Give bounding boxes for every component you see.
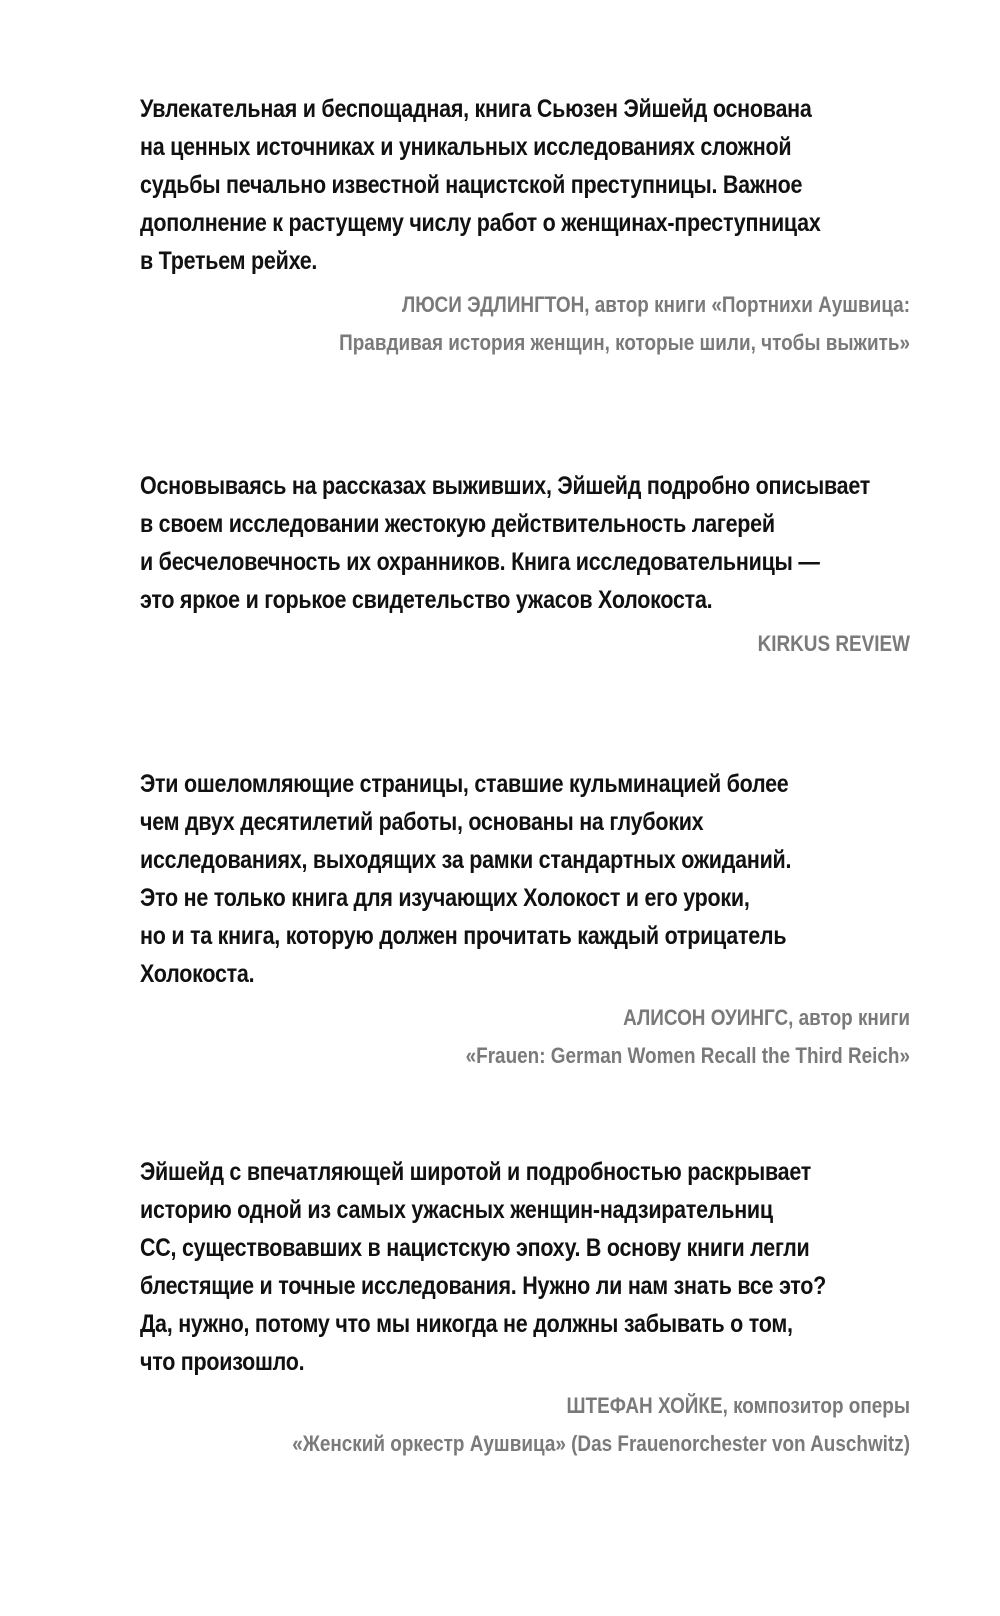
review-attribution (248, 999, 910, 1075)
attribution-text: , композитор оперы (722, 1393, 910, 1418)
attribution-source: «Женский оркестр Аушвица» (Das Frauenorchester von Auschwitz) (292, 1431, 910, 1456)
quote-line: Эйшейд с впечатляющей широтой и подробностью раскрывает (140, 1158, 812, 1186)
quote-line: Увлекательная и беспощадная, книга Сьюзен Эйшейд основана (140, 95, 812, 123)
quote-line: чем двух десятилетий работы, основаны на глубоких (140, 808, 704, 836)
quote-line: блестящие и точные исследования. Нужно ли нам знать все это? (140, 1272, 827, 1300)
attribution-line (248, 1387, 910, 1425)
quote-line: это яркое и горькое свидетельство ужасов Холокоста. (140, 586, 713, 614)
review-quote (140, 90, 910, 280)
attribution-author: ЛЮСИ ЭДЛИНГТОН (402, 292, 585, 317)
quote-line: Холокоста. (140, 960, 255, 988)
attribution-author: ШТЕФАН ХОЙКЕ (566, 1393, 723, 1418)
attribution-source: «Frauen: German Women Recall the Third Reich» (465, 1043, 910, 1068)
quote-line: историю одной из самых ужасных женщин-надзирательниц (140, 1196, 773, 1224)
review-blurb-4 (140, 1153, 910, 1463)
review-blurb-1 (140, 90, 910, 362)
attribution-line (248, 286, 910, 324)
attribution-source: Правдивая история женщин, которые шили, чтобы выжить» (339, 330, 911, 355)
quote-line: Основываясь на рассказах выживших, Эйшейд подробно описывает (140, 472, 871, 500)
attribution-text: , автор книги (788, 1005, 910, 1030)
quote-line: Да, нужно, потому что мы никогда не должны забывать о том, (140, 1310, 793, 1338)
attribution-author: KIRKUS REVIEW (757, 631, 910, 656)
quote-line: исследованиях, выходящих за рамки стандартных ожиданий. (140, 846, 792, 874)
quote-line: что произошло. (140, 1348, 305, 1376)
review-attribution (248, 286, 910, 362)
quote-line: Эти ошеломляющие страницы, ставшие кульминацией более (140, 770, 789, 798)
quote-line: Это не только книга для изучающих Холокост и его уроки, (140, 884, 750, 912)
quote-line: в Третьем рейхе. (140, 247, 318, 275)
quote-line: но и та книга, которую должен прочитать каждый отрицатель (140, 922, 787, 950)
quote-line: в своем исследовании жестокую действительность лагерей (140, 510, 775, 538)
attribution-line (248, 625, 910, 663)
quote-line: на ценных источниках и уникальных исследованиях сложной (140, 133, 792, 161)
quote-line: судьбы печально известной нацистской преступницы. Важное (140, 171, 803, 199)
attribution-line (248, 999, 910, 1037)
quote-line: и бесчеловечность их охранников. Книга исследовательницы — (140, 548, 820, 576)
attribution-text: , автор книги «Портнихи Аушвица: (584, 292, 910, 317)
quote-line: дополнение к растущему числу работ о женщинах-преступницах (140, 209, 821, 237)
attribution-author: АЛИСОН ОУИНГС (623, 1005, 789, 1030)
review-blurb-3 (140, 765, 910, 1075)
review-quote (140, 765, 910, 993)
review-quote (140, 467, 910, 619)
quote-line: СС, существовавших в нацистскую эпоху. В основу книги легли (140, 1234, 810, 1262)
review-quote (140, 1153, 910, 1381)
review-attribution (248, 1387, 910, 1463)
review-blurb-2 (140, 467, 910, 663)
review-attribution (248, 625, 910, 663)
